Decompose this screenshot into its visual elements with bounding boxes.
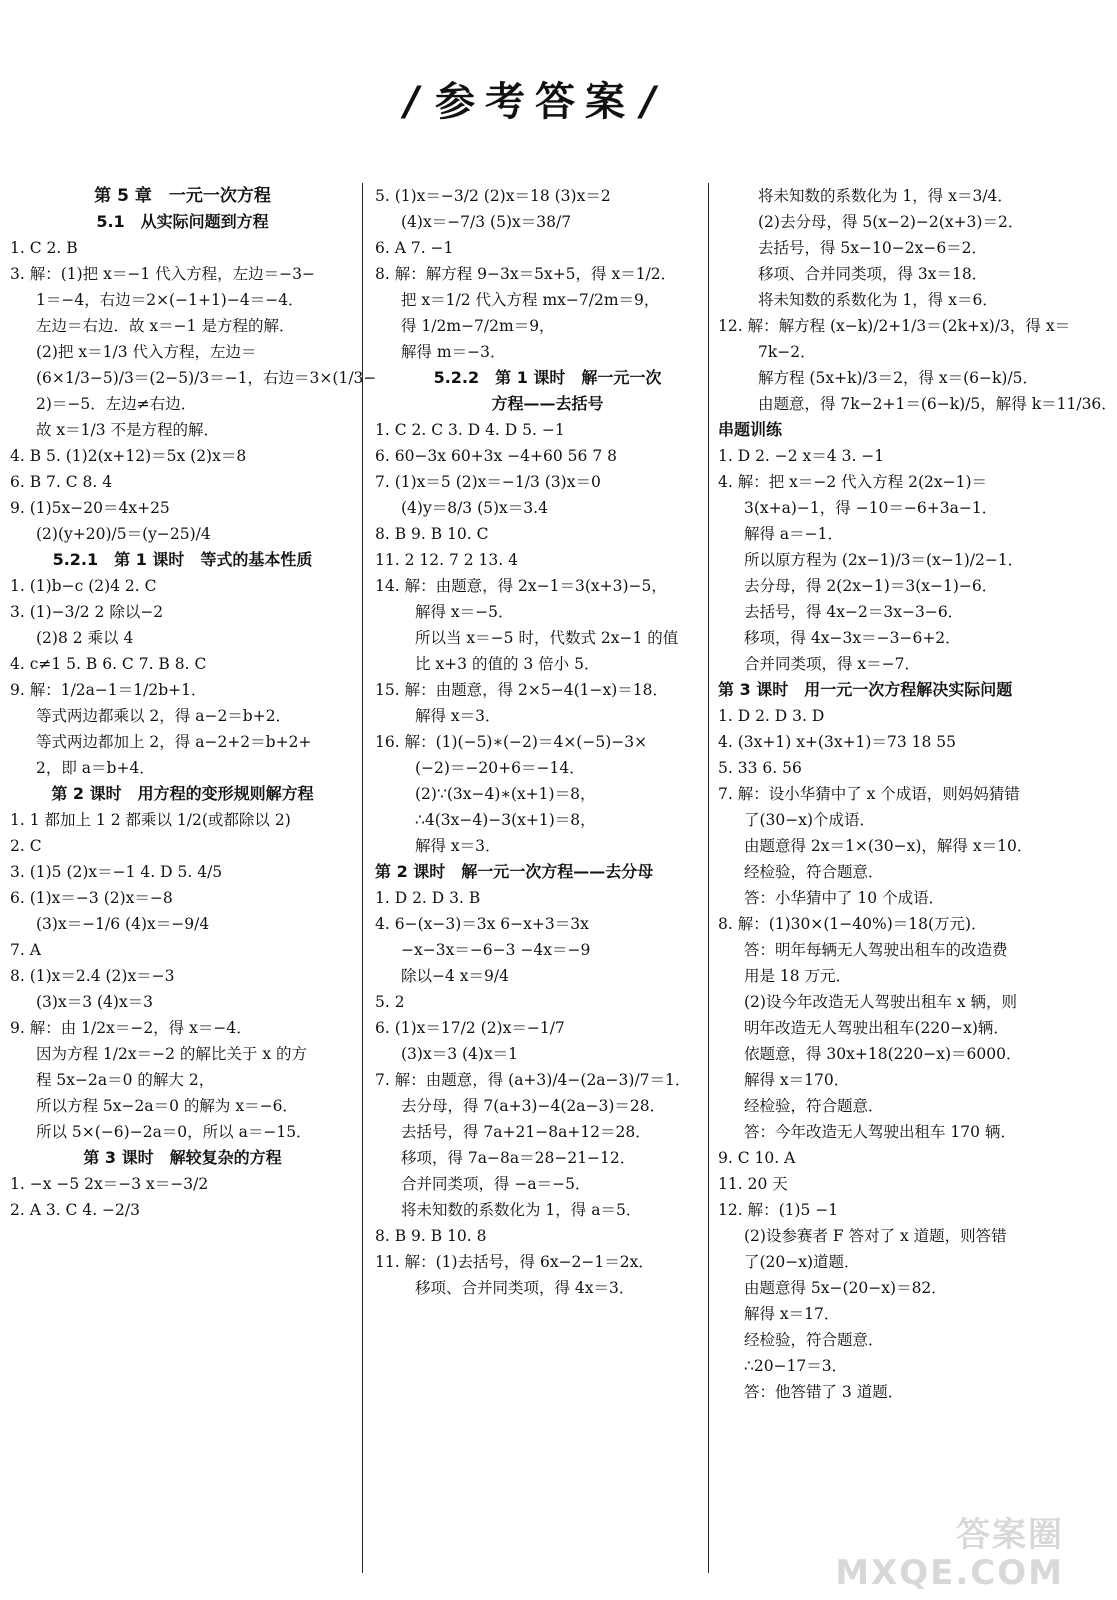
answer-line: ∴20−17＝3． [744,1357,848,1375]
answer-line: 去分母，得 7(a+3)−4(2a−3)＝28． [401,1097,666,1115]
answer-line: 11. 2 12. 7 2 13. 4 [375,551,518,569]
answer-line: 等式两边都加上 2，得 a−2+2＝b+2+ [36,733,312,751]
answer-line: 1. 1 都加上 1 2 都乘以 1/2(或都除以 2) [10,811,291,829]
answer-line: 9. 解：1/2a−1＝1/2b+1． [10,681,207,699]
answer-line: 了(20−x)道题． [744,1253,860,1271]
answer-line: 2. C [10,837,42,855]
answer-line: 答：小华猜中了 10 个成语． [744,889,945,907]
answer-line: 程 5x−2a＝0 的解大 2， [36,1071,215,1089]
answer-line: 依题意，得 30x+18(220−x)＝6000． [744,1045,1022,1063]
answer-line: (2)去分母，得 5(x−2)−2(x+3)＝2． [758,213,1024,231]
answer-line: 8. (1)x＝2.4 (2)x＝−3 [10,967,175,985]
title-slash-left: / [404,79,429,125]
answer-line: 3. (1)−3/2 2 除以−2 [10,603,164,621]
answer-line: 2，即 a＝b+4． [36,759,155,777]
answer-line: 4. (3x+1) x+(3x+1)＝73 18 55 [718,733,956,751]
answer-line: 7. (1)x＝5 (2)x＝−1/3 (3)x＝0 [375,473,601,491]
answer-line: 把 x＝1/2 代入方程 mx−7/2m＝9， [401,291,660,309]
answer-line: 12. 解：(1)5 −1 [718,1201,839,1219]
answer-line: (2)∵(3x−4)∗(x+1)＝8， [415,785,596,803]
answer-line: 2)＝−5．左边≠右边． [36,395,197,413]
answer-line: 6. A 7. −1 [375,239,454,257]
answer-line: 移项，得 7a−8a＝28−21−12． [401,1149,636,1167]
answer-line: 由题意，得 7k−2+1＝(6−k)/5，解得 k＝11/36． [758,395,1117,413]
answer-line: 经检验，符合题意． [744,863,884,881]
answer-line: 7. 解：设小华猜中了 x 个成语，则妈妈猜错 [718,785,1020,803]
answer-column-2 [375,183,720,1583]
answer-line: 所以原方程为 (2x−1)/3＝(x−1)/2−1． [744,551,1024,569]
answer-line: 除以−4 x＝9/4 [401,967,509,985]
answer-line: 所以当 x＝−5 时，代数式 2x−1 的值 [415,629,679,647]
answer-line: 15. 解：由题意，得 2×5−4(1−x)＝18． [375,681,668,699]
answer-line: (4)x＝−7/3 (5)x＝38/7 [401,213,572,231]
answer-line: 6. (1)x＝17/2 (2)x＝−1/7 [375,1019,565,1037]
answer-line: 移项，得 4x−3x＝−3−6+2． [744,629,961,647]
answer-line: 移项、合并同类项，得 3x＝18． [758,265,988,283]
answer-line: 解得 x＝17． [744,1305,840,1323]
answer-line: 9. (1)5x−20＝4x+25 [10,499,170,517]
answer-line: 将未知数的系数化为 1，得 x＝6． [758,291,998,309]
answer-line: 由题意得 2x＝1×(30−x)，解得 x＝10． [744,837,1033,855]
answer-line: 1. −x −5 2x＝−3 x＝−3/2 [10,1175,209,1193]
answer-line: 8. B 9. B 10. C [375,525,489,543]
answer-line: 了(30−x)个成语． [744,811,876,829]
answer-line: (2)(y+20)/5＝(y−25)/4 [36,525,211,543]
answer-line: (3)x＝−1/6 (4)x＝−9/4 [36,915,210,933]
answer-line: 去括号，得 5x−10−2x−6＝2． [758,239,988,257]
answer-line: 4. c≠1 5. B 6. C 7. B 8. C [10,655,207,673]
answer-line: 解得 x＝3． [415,707,501,725]
answer-line: 5. (1)x＝−3/2 (2)x＝18 (3)x＝2 [375,187,611,205]
column-divider [708,183,709,1573]
answer-line: (3)x＝3 (4)x＝3 [36,993,154,1011]
answer-column-3 [718,183,1117,1583]
answer-line: 12. 解：解方程 (x−k)/2+1/3＝(2k+x)/3，得 x＝ [718,317,1071,335]
answer-line: 去括号，得 7a+21−8a+12＝28． [401,1123,651,1141]
answer-line: 解方程 (5x+k)/3＝2，得 x＝(6−k)/5． [758,369,1039,387]
watermark-line-2: MXQE.COM [835,1553,1064,1593]
answer-column-1 [10,183,377,1583]
section-heading: 第 2 课时 解一元一次方程——去分母 [375,862,654,881]
answer-line: 因为方程 1/2x＝−2 的解比关于 x 的方 [36,1045,307,1063]
answer-line: 答：他答错了 3 道题． [744,1383,904,1401]
answer-line: 1. C 2. B [10,239,78,257]
answer-line: 6. (1)x＝−3 (2)x＝−8 [10,889,173,907]
section-heading: 第 5 章 一元一次方程 [94,186,271,206]
answer-line: 4. B 5. (1)2(x+12)＝5x (2)x＝8 [10,447,247,465]
answer-line: (6×1/3−5)/3＝(2−5)/3＝−1，右边＝3×(1/3− [36,369,377,387]
answer-line: (−2)＝−20+6＝−14． [415,759,585,777]
watermark-line-1: 答案圈 [956,1515,1064,1555]
answer-line: 将未知数的系数化为 1，得 x＝3/4． [758,187,1013,205]
answer-line: 去分母，得 2(2x−1)＝3(x−1)−6． [744,577,998,595]
answer-line: 4. 6−(x−3)＝3x 6−x+3＝3x [375,915,589,933]
answer-line: (2)设参赛者 F 答对了 x 道题，则答错 [744,1227,1007,1245]
section-heading: 5.1 从实际问题到方程 [96,212,269,231]
answer-line: 由题意得 5x−(20−x)＝82． [744,1279,947,1297]
section-heading: 5.2.1 第 1 课时 等式的基本性质 [52,550,313,569]
answer-line: 用是 18 万元． [744,967,852,985]
answer-line: 3. (1)5 (2)x＝−1 4. D 5. 4/5 [10,863,223,881]
answer-line: 6. B 7. C 8. 4 [10,473,113,491]
answer-line: 9. C 10. A [718,1149,796,1167]
answer-line: 解得 m＝−3． [401,343,506,361]
answer-line: 7. A [10,941,41,959]
page-title [0,70,1070,127]
answer-line: 11. 20 天 [718,1175,788,1193]
answer-line: 所以方程 5x−2a＝0 的解为 x＝−6． [36,1097,298,1115]
answer-line: 1. (1)b−c (2)4 2. C [10,577,157,595]
section-heading: 串题训练 [718,420,783,439]
answer-line: 明年改造无人驾驶出租车(220−x)辆． [744,1019,1009,1037]
answer-line: 左边＝右边．故 x＝−1 是方程的解． [36,317,295,335]
section-heading: 第 2 课时 用方程的变形规则解方程 [51,784,314,803]
section-heading: 第 3 课时 解较复杂的方程 [83,1148,282,1167]
answer-line: 移项、合并同类项，得 4x＝3． [415,1279,635,1297]
section-heading: 方程——去括号 [491,394,604,413]
answer-line: 将未知数的系数化为 1，得 a＝5． [401,1201,642,1219]
answer-line: (2)把 x＝1/3 代入方程，左边＝ [36,343,257,361]
answer-line: 7k−2． [758,343,816,361]
answer-line: 2. A 3. C 4. −2/3 [10,1201,140,1219]
title-text: 参考答案 [435,79,635,125]
title-slash-right: / [641,79,666,125]
answer-line: (2)8 2 乘以 4 [36,629,134,647]
answer-line: 故 x＝1/3 不是方程的解． [36,421,220,439]
answer-line: 比 x+3 的值的 3 倍小 5． [415,655,600,673]
answer-line: (4)y＝8/3 (5)x＝3.4 [401,499,548,517]
answer-line: 8. 解：解方程 9−3x＝5x+5，得 x＝1/2． [375,265,677,283]
answer-line: 合并同类项，得 −a＝−5． [401,1175,591,1193]
answer-line: 1＝−4，右边＝2×(−1+1)−4＝−4． [36,291,304,309]
answer-line: 3(x+a)−1，得 −10＝−6+3a−1． [744,499,998,517]
answer-line: 5. 2 [375,993,405,1011]
answer-line: 答：今年改造无人驾驶出租车 170 辆． [744,1123,1016,1141]
answer-line: 合并同类项，得 x＝−7． [744,655,921,673]
answer-line: 经检验，符合题意． [744,1331,884,1349]
answer-line: 解得 x＝170． [744,1071,850,1089]
answer-line: 解得 x＝−5． [415,603,514,621]
answer-line: 答：明年每辆无人驾驶出租车的改造费 [744,941,1008,959]
answer-line: 4. 解：把 x＝−2 代入方程 2(2x−1)＝ [718,473,987,491]
answer-line: 1. C 2. C 3. D 4. D 5. −1 [375,421,565,439]
answer-line: (2)设今年改造无人驾驶出租车 x 辆，则 [744,993,1018,1011]
answer-line: 解得 a＝−1． [744,525,844,543]
answer-line: 6. 60−3x 60+3x −4+60 56 7 8 [375,447,617,465]
answer-line: 5. 33 6. 56 [718,759,802,777]
column-divider [362,183,363,1573]
answer-line: 16. 解：(1)(−5)∗(−2)＝4×(−5)−3× [375,733,648,751]
answer-line: 1. D 2. D 3. D [718,707,825,725]
answer-line: 3. 解：(1)把 x＝−1 代入方程，左边＝−3− [10,265,315,283]
answer-line: 等式两边都乘以 2，得 a−2＝b+2． [36,707,292,725]
answer-line: 11. 解：(1)去括号，得 6x−2−1＝2x． [375,1253,654,1271]
answer-line: 得 1/2m−7/2m＝9， [401,317,555,335]
answer-line: 1. D 2. D 3. B [375,889,481,907]
answer-line: ∴4(3x−4)−3(x+1)＝8， [415,811,596,829]
answer-line: 经检验，符合题意． [744,1097,884,1115]
watermark-logo [835,1516,1064,1592]
section-heading: 5.2.2 第 1 课时 解一元一次 [433,368,662,387]
answer-line: (3)x＝3 (4)x＝1 [401,1045,519,1063]
answer-line: 9. 解：由 1/2x＝−2，得 x＝−4． [10,1019,252,1037]
answer-line: 14. 解：由题意，得 2x−1＝3(x+3)−5， [375,577,667,595]
answer-line: 解得 x＝3． [415,837,501,855]
answer-line: 1. D 2. −2 x＝4 3. −1 [718,447,885,465]
answer-line: 7. 解：由题意，得 (a+3)/4−(2a−3)/7＝1． [375,1071,691,1089]
section-heading: 第 3 课时 用一元一次方程解决实际问题 [718,680,1013,699]
answer-line: 8. 解：(1)30×(1−40%)＝18(万元)． [718,915,987,933]
answer-line: 去括号，得 4x−2＝3x−3−6． [744,603,964,621]
answer-line: −x−3x＝−6−3 −4x＝−9 [401,941,591,959]
answer-line: 所以 5×(−6)−2a＝0，所以 a＝−15． [36,1123,312,1141]
answer-line: 8. B 9. B 10. 8 [375,1227,487,1245]
